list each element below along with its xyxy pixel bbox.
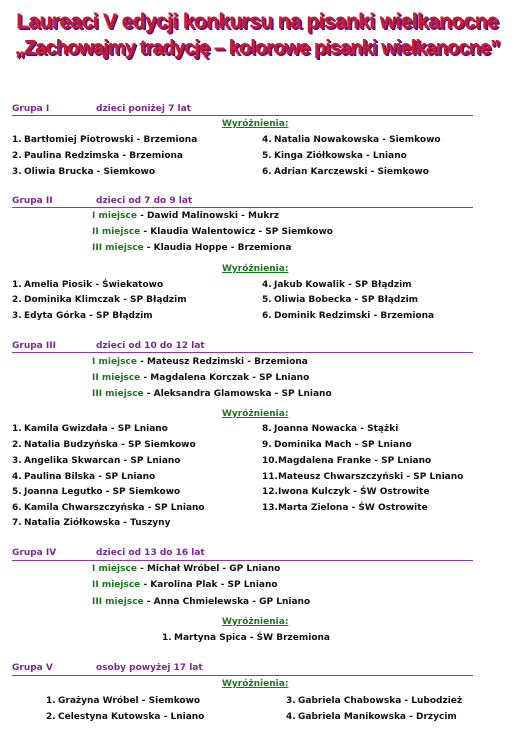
item-text: Mateusz Chwarszczyński - SP Lniano [277, 472, 464, 482]
group-heading [12, 341, 205, 351]
item-text: Magdalena Franke - SP Lniano [277, 456, 432, 466]
list-item [162, 633, 330, 643]
item-text: Natalia Ziółkowska - Tuszyny [24, 518, 171, 528]
honorable-mentions-label: Wyróżnienia: [222, 679, 289, 689]
item-number: 4. [262, 280, 272, 290]
list-item [262, 440, 412, 450]
item-text: Gabriela Manikowska - Drzycim [298, 712, 457, 722]
item-text: Adrian Karczewski - Siemkowo [274, 167, 429, 177]
group-age-range: dzieci od 7 do 9 lat [96, 196, 193, 206]
list-item [12, 456, 181, 466]
item-number: 4. [262, 135, 272, 145]
list-item [12, 424, 168, 434]
place-winner: - Dawid Malinowski - Mukrz [136, 211, 280, 221]
item-number: 1. [162, 633, 172, 643]
item-number: 5. [262, 151, 272, 161]
list-item [12, 503, 205, 513]
place-label: I miejsce [92, 211, 137, 221]
group-age-range: dzieci poniżej 7 lat [96, 104, 191, 114]
group-age-range: dzieci od 10 do 12 lat [96, 341, 205, 351]
group-divider [12, 115, 473, 116]
list-item [262, 280, 412, 290]
list-item [12, 135, 197, 145]
item-number: 6. [262, 167, 272, 177]
item-number: 2. [46, 712, 56, 722]
group-name: Grupa IV [12, 548, 57, 558]
item-number: 3. [12, 311, 22, 321]
item-text: Bartłomiej Piotrowski - Brzemiona [24, 135, 198, 145]
item-number: 2. [12, 295, 22, 305]
list-item [46, 712, 204, 722]
item-text: Paulina Redzimska - Brzemiona [24, 151, 183, 161]
item-number: 5. [12, 487, 22, 497]
item-text: Natalia Nowakowska - Siemkowo [274, 135, 441, 145]
item-text: Amelia Piosik - Świekatowo [24, 280, 164, 290]
place-award [92, 597, 310, 607]
list-item [262, 487, 429, 497]
list-item [12, 487, 180, 497]
place-award [92, 357, 308, 367]
item-number: 10. [262, 456, 278, 466]
group-heading [12, 663, 203, 673]
item-text: Gabriela Chabowska - Lubodzież [298, 696, 463, 706]
item-text: Jakub Kowalik - SP Błądzim [274, 280, 412, 290]
item-number: 13. [262, 503, 278, 513]
place-label: III miejsce [92, 243, 144, 253]
item-number: 6. [12, 503, 22, 513]
item-number: 4. [12, 472, 22, 482]
place-award [92, 580, 278, 590]
place-label: II miejsce [92, 580, 141, 590]
item-number: 12. [262, 487, 278, 497]
place-label: III miejsce [92, 389, 144, 399]
list-item [262, 167, 429, 177]
item-number: 3. [286, 696, 296, 706]
list-item [12, 440, 196, 450]
list-item [262, 311, 434, 321]
group-heading [12, 196, 193, 206]
list-item [286, 696, 462, 706]
item-number: 1. [12, 135, 22, 145]
item-number: 4. [286, 712, 296, 722]
list-item [12, 295, 187, 305]
title-line-1: Laureaci V edycji konkursu na pisanki wielkanocne [16, 10, 498, 33]
list-item [12, 472, 155, 482]
item-number: 5. [262, 295, 272, 305]
group-heading [12, 548, 205, 558]
place-label: I miejsce [92, 357, 137, 367]
place-award [92, 227, 333, 237]
list-item [12, 280, 163, 290]
list-item [12, 518, 170, 528]
item-number: 1. [12, 424, 22, 434]
list-item [262, 503, 428, 513]
place-award [92, 211, 279, 221]
group-age-range: osoby powyżej 17 lat [96, 663, 203, 673]
place-winner: - Michał Wróbel - GP Lniano [136, 564, 281, 574]
list-item [12, 311, 153, 321]
item-text: Joanna Nowacka - Stążki [274, 424, 399, 434]
item-number: 8. [262, 424, 272, 434]
item-number: 2. [12, 440, 22, 450]
group-divider [12, 352, 473, 353]
item-text: Kamila Chwarszczyńska - SP Lniano [24, 503, 205, 513]
place-winner: - Karolina Plak - SP Lniano [140, 580, 278, 590]
item-text: Grażyna Wróbel - Siemkowo [58, 696, 201, 706]
place-award [92, 373, 309, 383]
honorable-mentions-label: Wyróżnienia: [222, 264, 289, 274]
list-item [12, 167, 155, 177]
item-text: Oliwia Bobecka - SP Błądzim [274, 295, 419, 305]
place-label: II miejsce [92, 373, 141, 383]
place-winner: - Klaudia Walentowicz - SP Siemkowo [140, 227, 333, 237]
item-text: Oliwia Brucka - Siemkowo [24, 167, 156, 177]
place-award [92, 564, 280, 574]
item-number: 3. [12, 167, 22, 177]
group-name: Grupa I [12, 104, 50, 114]
place-award [92, 389, 332, 399]
item-text: Kamila Gwizdała - SP Lniano [24, 424, 168, 434]
list-item [286, 712, 457, 722]
list-item [262, 295, 418, 305]
item-text: Dominika Klimczak - SP Błądzim [24, 295, 187, 305]
item-text: Joanna Legutko - SP Siemkowo [24, 487, 181, 497]
item-text: Paulina Bilska - SP Lniano [24, 472, 156, 482]
list-item [12, 151, 183, 161]
group-name: Grupa II [12, 196, 53, 206]
item-number: 6. [262, 311, 272, 321]
group-divider [12, 560, 473, 561]
group-divider [12, 675, 473, 676]
item-number: 1. [46, 696, 56, 706]
group-name: Grupa V [12, 663, 53, 673]
item-number: 11. [262, 472, 278, 482]
place-winner: - Magdalena Korczak - SP Lniano [140, 373, 310, 383]
item-text: Iwona Kulczyk - ŚW Ostrowite [277, 487, 430, 497]
place-winner: - Mateusz Redzimski - Brzemiona [136, 357, 308, 367]
item-text: Marta Zielona - ŚW Ostrowite [277, 503, 428, 513]
item-number: 1. [12, 280, 22, 290]
item-text: Dominika Mach - SP Lniano [274, 440, 412, 450]
list-item [262, 456, 431, 466]
honorable-mentions-label: Wyróżnienia: [222, 409, 289, 419]
place-label: II miejsce [92, 227, 141, 237]
place-award [92, 243, 291, 253]
item-text: Dominik Redzimski - Brzemiona [274, 311, 435, 321]
place-winner: - Anna Chmielewska - GP Lniano [143, 597, 311, 607]
item-number: 2. [12, 151, 22, 161]
place-winner: - Aleksandra Glamowska - SP Lniano [143, 389, 332, 399]
item-number: 7. [12, 518, 22, 528]
place-label: I miejsce [92, 564, 137, 574]
honorable-mentions-label: Wyróżnienia: [222, 119, 289, 129]
item-number: 9. [262, 440, 272, 450]
title-line-2: „Zachowajmy tradycję – kolorowe pisanki wielkanocne” [14, 37, 500, 59]
place-label: III miejsce [92, 597, 144, 607]
item-text: Martyna Spica - ŚW Brzemiona [174, 633, 330, 643]
list-item [262, 135, 441, 145]
list-item [262, 151, 407, 161]
group-heading [12, 104, 191, 114]
honorable-mentions-label: Wyróżnienia: [222, 617, 289, 627]
item-text: Kinga Ziółkowska - Lniano [274, 151, 407, 161]
group-name: Grupa III [12, 341, 56, 351]
item-text: Celestyna Kutowska - Lniano [58, 712, 205, 722]
list-item [262, 424, 398, 434]
item-text: Edyta Górka - SP Błądzim [24, 311, 153, 321]
group-divider [12, 207, 473, 208]
place-winner: - Klaudia Hoppe - Brzemiona [143, 243, 292, 253]
group-age-range: dzieci od 13 do 16 lat [96, 548, 205, 558]
list-item [262, 472, 463, 482]
item-text: Natalia Budzyńska - SP Siemkowo [24, 440, 196, 450]
list-item [46, 696, 200, 706]
item-text: Angelika Skwarcan - SP Lniano [24, 456, 181, 466]
item-number: 3. [12, 456, 22, 466]
